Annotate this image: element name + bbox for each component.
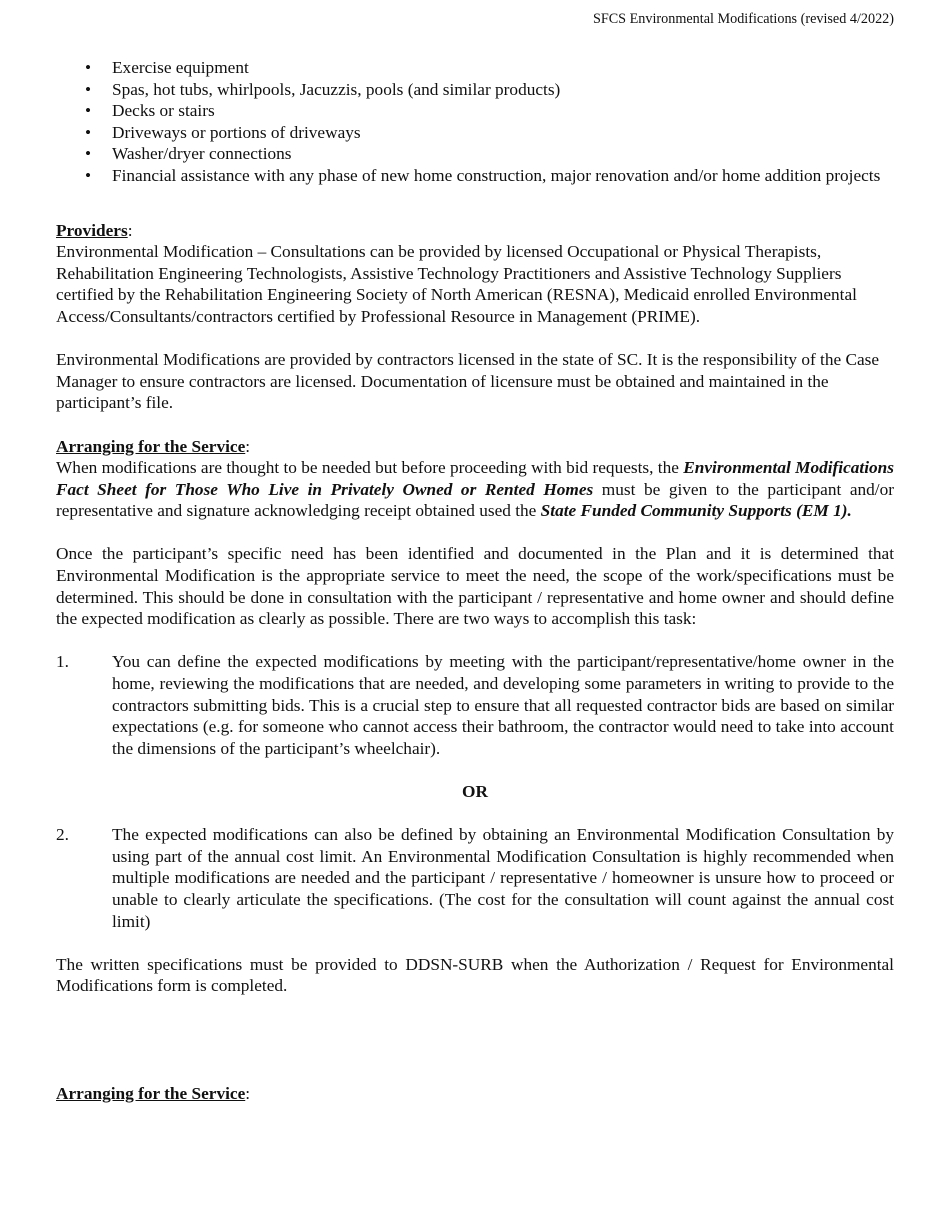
bullet-icon: • (85, 79, 92, 99)
providers-heading: Providers (56, 220, 128, 240)
list-item-text: Spas, hot tubs, whirlpools, Jacuzzis, pools (and similar products) (112, 79, 561, 99)
arranging-heading: Arranging for the Service (56, 436, 246, 456)
arranging-heading-line-2: Arranging for the Service: (56, 1083, 251, 1103)
bullet-icon: • (85, 58, 92, 77)
list-item-text: Decks or stairs (112, 101, 215, 121)
providers-paragraph-1: Environmental Modification – Consultations can be provided by licensed Occupational or Physical Therapists, Rehabilitation Engineering Technologists, Assistive Technology Practitioners and Assistive Technology Suppliers certified by the Rehabilitation Engineering Society of North American (RESNA), Medicaid enrolled Environmental Access/Consultants/contractors certified by Professional Resource in Management (PRIME). (56, 242, 857, 326)
numbered-item-text: You can define the expected modifications by meeting with the participant/representative/home owner in the home, reviewing the modifications that are needed, and developing some parameters in writing to provide to the contractors submitting bids. This is a crucial step to ensure that all requested contractor bids are based on similar expectations (e.g. for someone who cannot access their bathroom, the contractor would need to take into account the dimensions of the participant’s wheelchair). (112, 652, 894, 758)
arranging-paragraph-3: The written specifications must be provided to DDSN-SURB when the Authorization / Request for Environmental Modifications form is completed. (56, 954, 894, 996)
list-item (56, 122, 894, 144)
bullet-icon: • (85, 122, 92, 142)
numbered-item-1 (56, 651, 894, 759)
list-item-text: Driveways or portions of driveways (112, 122, 361, 142)
list-item (56, 100, 894, 122)
page-header: SFCS Environmental Modifications (revised 4/2022) (592, 11, 894, 27)
arranging-heading-2: Arranging for the Service (56, 1083, 246, 1103)
list-item (56, 143, 894, 165)
bullet-icon: • (85, 165, 92, 185)
document-body (56, 57, 894, 1105)
bullet-icon: • (85, 101, 92, 121)
or-separator: OR (462, 782, 488, 801)
arranging-paragraph-2: Once the participant’s specific need has been identified and documented in the Plan and it is determined that Environmental Modification is the appropriate service to meet the need, the scope of the work/specifications must be determined. This should be done in consultation with the participant / representative and home owner and should define the expected modification as clearly as possible. There are two ways to accomplish this task: (56, 544, 894, 629)
item-number: 1. (56, 652, 69, 672)
list-item-text: Washer/dryer connections (112, 144, 292, 164)
item-number: 2. (56, 825, 69, 845)
providers-heading-line: Providers: (56, 220, 133, 240)
fact-sheet-title: Environmental Modifications Fact Sheet for Those Who Live in Privately Owned or Rented Homes (56, 458, 894, 499)
list-item (56, 57, 894, 79)
arranging-heading-line: Arranging for the Service: (56, 436, 251, 456)
form-reference: State Funded Community Supports (EM 1). (540, 501, 852, 521)
list-item-text: Financial assistance with any phase of new home construction, major renovation and/or home addition projects (112, 165, 881, 185)
numbered-item-2 (56, 824, 894, 932)
list-item (56, 165, 894, 187)
excluded-items-list (56, 57, 894, 187)
providers-paragraph-2: Environmental Modifications are provided by contractors licensed in the state of SC. It is the responsibility of the Case Manager to ensure contractors are licensed. Documentation of licensure must be obtained and maintained in the participant’s file. (56, 350, 880, 413)
numbered-item-text: The expected modifications can also be defined by obtaining an Environmental Modification Consultation by using part of the annual cost limit. An Environmental Modification Consultation is highly recommended when multiple modifications are needed and the participant / representative / homeowner is unsure how to proceed or unable to clearly articulate the specifications. (The cost for the consultation will count against the annual cost limit) (112, 825, 894, 931)
list-item-text: Exercise equipment (112, 58, 249, 77)
list-item (56, 79, 894, 101)
arranging-paragraph-1: When modifications are thought to be needed but before proceeding with bid requests, the Environmental Modifications Fact Sheet for Those Who Live in Privately Owned or Rented Homes must be given to the participant and/or representative and signature acknowledging receipt obtained used the State Funded Community Supports (EM 1). (56, 458, 894, 521)
bullet-icon: • (85, 144, 92, 164)
